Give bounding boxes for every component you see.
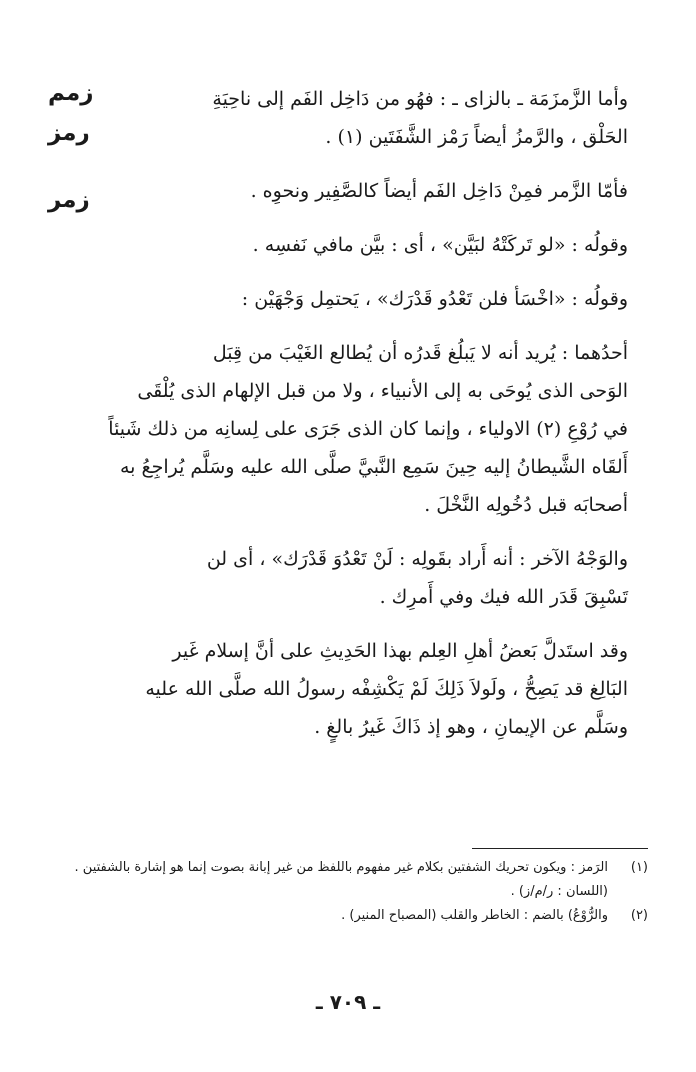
- footnotes: [60, 856, 648, 928]
- text-line: وسَلَّم عن الإيمانِ ، وهو إذ ذَاكَ غَيرُ بالغٍ .: [314, 716, 628, 738]
- footnote-text: الرَمز : ويكون تحريك الشفتين بكلام غير مفهوم باللفظ من غير إبانة بصوت إنما هو إشارة بالشفتين . (اللسان : ر/م/ز) .: [74, 860, 608, 899]
- footnote-divider: [472, 848, 648, 849]
- footnote-text: والرُّوْعُ) بالضم : الخاطر والقلب (المصباح المنير) .: [341, 908, 608, 923]
- text-line: أَلقَاه الشَّيطانُ إليه حِينَ سَمِع النَّبيَّ صلَّى الله عليه وسَلَّم يُراجِعُ به: [119, 456, 628, 478]
- text-line: أصحابَه قبل دُخُولِه النَّخْلَ .: [424, 494, 628, 516]
- paragraph: [70, 632, 646, 746]
- paragraph: [70, 280, 646, 318]
- text-line: البَالِغ قد يَصِحُّ ، ولَولاَ ذَلِكَ لَمْ يَكْشِفْه رسولُ الله صلَّى الله عليه: [145, 678, 628, 700]
- footnote-number: (٢): [630, 908, 648, 923]
- margin-keyword-zamr: زمر: [48, 187, 90, 213]
- margin-keyword-ramz: رمز: [48, 120, 90, 146]
- text-line: الحَلْق ، والرَّمزُ أيضاً رَمْز الشَّفَتَين (١) .: [325, 126, 628, 148]
- text-line: وأما الزَّمزَمَة ـ بالزاى ـ : فهُو من دَاخِل الفَم إلى ناحِيَةِ: [212, 88, 628, 110]
- paragraph: [70, 172, 646, 210]
- page-number: ـ ٧٠٩ ـ: [315, 990, 381, 1014]
- text-line: وقولُه : «اخْسَأ فلن تَعْدُو قَدْرَك» ، يَحتمِل وَجْهَيْن :: [241, 288, 628, 310]
- text-line: في رُوْعِ (٢) الاولياء ، وإنما كان الذى جَرَى على لِسانِه من ذلك شَيئاً: [108, 418, 628, 440]
- text-line: الوَحى الذى يُوحَى به إلى الأنبياء ، ولا من قبل الإلهام الذى يُلْقَى: [137, 380, 628, 402]
- text-line: والوَجْهُ الآخر : أنه أَراد بقَولِه : لَنْ تَعْدُوَ قَدْرَك» ، أى لن: [206, 548, 628, 570]
- footnote-number: (١): [630, 860, 648, 875]
- text-line: وقد استَدلَّ بَعضُ أهلِ العِلم بهذا الحَدِيثِ على أنَّ إسلام غَير: [172, 640, 628, 662]
- footnote: [60, 904, 648, 928]
- text-line: وقولُه : «لو تَركَتْهُ لبَيَّن» ، أى : بيَّن مافي نَفسِه .: [252, 234, 628, 256]
- margin-keyword-zamam: زمم: [48, 80, 94, 106]
- paragraph: [70, 334, 646, 524]
- text-line: فأمّا الزَّمر فمِنْ دَاخِل الفَم أيضاً كالصَّفِير ونحوِه .: [250, 180, 628, 202]
- text-line: أحدُهما : يُريد أنه لا يَبلُغ قَدرُه أن يُطالع الغَيْبَ من قِبَل: [212, 342, 628, 364]
- paragraph: [70, 540, 646, 616]
- paragraph: [70, 226, 646, 264]
- footnote: [60, 856, 648, 904]
- main-text: [70, 80, 646, 762]
- text-line: تَسْبِقَ قَدَر الله فيك وفي أَمرِك .: [379, 586, 628, 608]
- paragraph: [70, 80, 646, 156]
